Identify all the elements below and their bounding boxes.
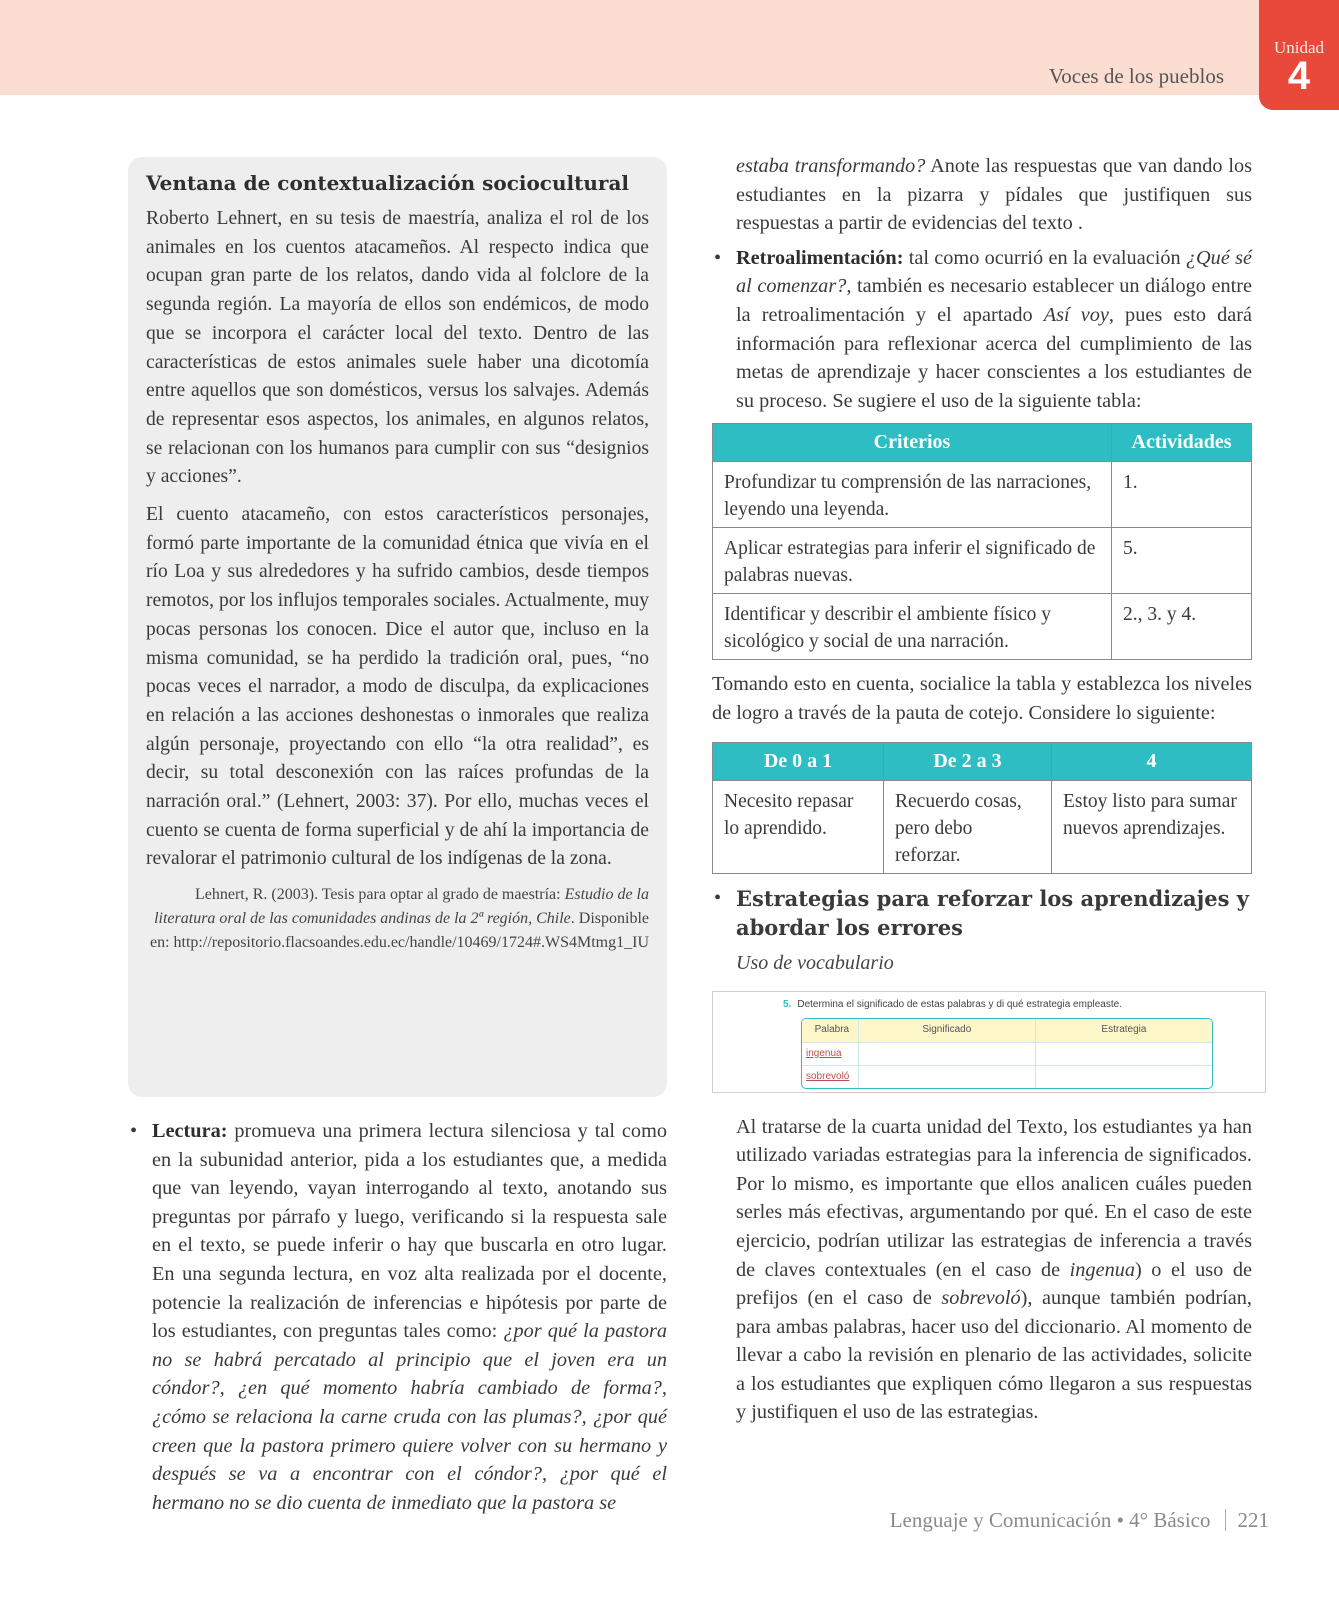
ref-text: Lehnert, R. (2003). Tesis para optar al grado de maestría: (194, 886, 565, 904)
table-row (713, 528, 1252, 594)
retro-bullet (712, 244, 1252, 416)
activity-thumbnail (712, 991, 1266, 1093)
empty-cell (1035, 1043, 1212, 1065)
criteria-cell: Aplicar estrategias para inferir el significado de palabras nuevas. (713, 528, 1112, 594)
criteria-table (712, 423, 1252, 660)
level-header: De 0 a 1 (713, 742, 884, 780)
right-column (712, 152, 1252, 1427)
final-text-c: ), aunque también podrían, para ambas palabras, hacer uso del diccionario. Al momento de llevar a cabo la revisión en plenario de las actividades, solicite a los estudiantes que expliquen cómo llegaron a sus respuestas y justifiquen el uso de las estrategias. (736, 1287, 1252, 1424)
criteria-cell: Identificar y describir el ambiente físico y sicológico y social de una narración. (713, 594, 1112, 660)
empty-cell (1035, 1066, 1212, 1088)
footer-divider (1225, 1509, 1226, 1531)
col-palabra: Palabra (814, 1023, 850, 1035)
activity-cell: 2., 3. y 4. (1112, 594, 1252, 660)
lectura-questions: ¿por qué la pastora no se habrá percatado al principio que el joven era un cóndor?, ¿en qué momento habría cambiado de forma?, ¿cómo se relaciona la carne cruda con las plumas?, ¿por qué creen que la pastora primero quiere volver con su hermano y después se va a encontrar con el cóndor?, ¿por qué el hermano no se dio cuenta de inmediato que la pastora se (152, 1320, 667, 1514)
sidebar-paragraph-2: El cuento atacameño, con estos característicos personajes, formó parte importante de la comunidad étnica que vivía en el río Loa y sus alrededores y ha sufrido cambios, desde tiempos remotos, por los influjos temporales sociales. Actualmente, muy pocas personas los conocen. Dice el autor que, incluso en la misma comunidad, se ha perdido la tradición oral, pues, “no pocas veces el narrador, a modo de disculpa, da explicaciones en relación a las acciones deshonestas o inmorales que realiza algún personaje, proyectando con ello “la otra realidad”, es decir, su total desconexión con las raíces profundas de la narración oral.” (Lehnert, 2003: 37). Por ello, muchas veces el cuento se cuenta de forma superficial y de ahí la importancia de revalorar el patrimonio cultural de los indígenas de la zona. (146, 504, 649, 870)
bullet-dot: • (130, 1120, 138, 1142)
empty-cell (858, 1043, 1035, 1065)
lectura-bullet (128, 1117, 667, 1517)
col-significado: Significado (858, 1019, 1035, 1042)
final-paragraph (736, 1113, 1252, 1428)
final-text-b: ) o el uso de prefijos (en el caso de (736, 1258, 1252, 1310)
activity-question (783, 999, 1122, 1010)
table-row (713, 780, 1252, 873)
retro-text-a: tal como ocurrió en la evaluación (903, 246, 1186, 269)
final-italic-1: ingenua (1069, 1258, 1135, 1281)
empty-cell (858, 1066, 1035, 1088)
sidebar-reference (146, 883, 649, 955)
unit-label: Unidad (1273, 38, 1325, 57)
bullet-dot: • (714, 246, 722, 269)
activity-cell: 5. (1112, 528, 1252, 594)
continuation-italic: estaba transformando? (736, 155, 926, 177)
final-italic-2: sobrevoló (941, 1287, 1021, 1310)
activities-header: Actividades (1112, 424, 1252, 462)
sidebar-paragraph-1: Roberto Lehnert, en su tesis de maestría, analiza el rol de los animales en los cuentos atacameños. Al respecto indica que ocupan gran parte de los relatos, dando vida al folclore de la segunda región. La mayoría de ellos son endémicos, de modo que se incorpora el carácter local del texto. Dentro de las características de estos animales suele haber una dicotomía entre aquellos que son domésticos, versus los salvajes. Además de representar esos aspectos, los animales, en algunos relatos, se relacionan con los humanos para cumplir con sus “designios y acciones”. (146, 208, 649, 488)
criteria-header-row (713, 424, 1252, 462)
word-cell: ingenua (806, 1047, 842, 1059)
unit-number: 4 (1287, 54, 1311, 98)
ref-url: . Disponible en: http://repositorio.flacsoandes.edu.ec/handle/10469/1724#.WS4Mtmg1_IU (149, 910, 649, 952)
activity-table-header (802, 1019, 1212, 1042)
level-cell: Estoy listo para sumar nuevos aprendizajes. (1052, 780, 1252, 873)
continuation-text: Anote las respuestas que van dando los estudiantes en la pizarra y pídales que justifiquen sus respuestas a partir de evidencias del texto . (736, 155, 1252, 235)
col-estrategia: Estrategia (1035, 1019, 1212, 1042)
estrategias-title: Estrategias para reforzar los aprendizajes y abordar los errores (736, 885, 1249, 940)
level-cell: Recuerdo cosas, pero debo reforzar. (884, 780, 1052, 873)
level-header: De 2 a 3 (884, 742, 1052, 780)
bullet-dot: • (714, 886, 722, 909)
footer-subject: Lenguaje y Comunicación • 4° Básico (889, 1508, 1211, 1532)
criteria-cell: Profundizar tu comprensión de las narraciones, leyendo una leyenda. (713, 462, 1112, 528)
page-footer (890, 1508, 1269, 1533)
left-column (128, 1117, 667, 1517)
levels-header-row (713, 742, 1252, 780)
estrategias-bullet (712, 884, 1252, 1428)
table-row (713, 462, 1252, 528)
ref-title: Estudio de la literatura oral de las comunidades andinas de la 2ª región, Chile (154, 886, 649, 928)
uso-vocabulario: Uso de vocabulario (736, 951, 894, 974)
table-row (802, 1065, 1212, 1088)
activity-question-text: Determina el significado de estas palabras y di qué estrategia empleaste. (797, 998, 1122, 1010)
retro-label: Retroalimentación: (736, 246, 904, 269)
sidebar-title: Ventana de contextualización sociocultural (146, 171, 629, 195)
lectura-text: promueva una primera lectura silenciosa y tal como en la subunidad anterior, pida a los estudiantes que, a medida que van leyendo, vayan interrogando al texto, anotando sus preguntas por párrafo y luego, verificando si la respuesta sale en el texto, se puede inferir o hay que buscarla en otro lugar. En una segunda lectura, en voz alta realizada por el docente, potencie la realización de inferencias e hipótesis por parte de los estudiantes, con preguntas tales como: (152, 1120, 667, 1343)
retro-italic-1: ¿Qué sé al comenzar? (736, 246, 1252, 298)
section-title: Voces de los pueblos (1048, 64, 1224, 88)
final-text-a: Al tratarse de la cuarta unidad del Texto, los estudiantes ya han utilizado variadas estrategias para la inferencia de significados. Por lo mismo, es importante que ellos analicen cuáles pueden serles más efectivas, argumentando por qué. En el caso de este ejercicio, podrían utilizar las estrategias de inferencia a través de claves contextuales (en el caso de (736, 1115, 1252, 1281)
tomando-paragraph: Tomando esto en cuenta, socialice la tabla y establezca los niveles de logro a través de la pauta de cotejo. Considere lo siguiente: (712, 673, 1252, 724)
unit-tab (1259, 0, 1339, 110)
retro-italic-2: Así voy (1043, 303, 1109, 326)
word-cell: sobrevoló (806, 1070, 850, 1082)
activity-number: 5. (783, 998, 792, 1010)
activity-cell: 1. (1112, 462, 1252, 528)
retro-text-c: , pues esto dará información para reflexionar acerca del cumplimiento de las metas de aprendizaje y hacer conscientes a los estudiantes de su proceso. Se sugiere el uso de la siguiente tabla: (736, 303, 1252, 412)
criteria-header: Criterios (713, 424, 1112, 462)
table-row (802, 1042, 1212, 1065)
lectura-label: Lectura: (152, 1120, 228, 1142)
levels-table (712, 742, 1252, 874)
continuation-paragraph (712, 152, 1252, 238)
context-sidebar (128, 157, 667, 1097)
level-header: 4 (1052, 742, 1252, 780)
table-row (713, 594, 1252, 660)
page-number: 221 (1237, 1508, 1269, 1532)
retro-text-b: , también es necesario establecer un diálogo entre la retroalimentación y el apartado (736, 275, 1252, 326)
activity-table (801, 1018, 1213, 1089)
level-cell: Necesito repasar lo aprendido. (713, 780, 884, 873)
